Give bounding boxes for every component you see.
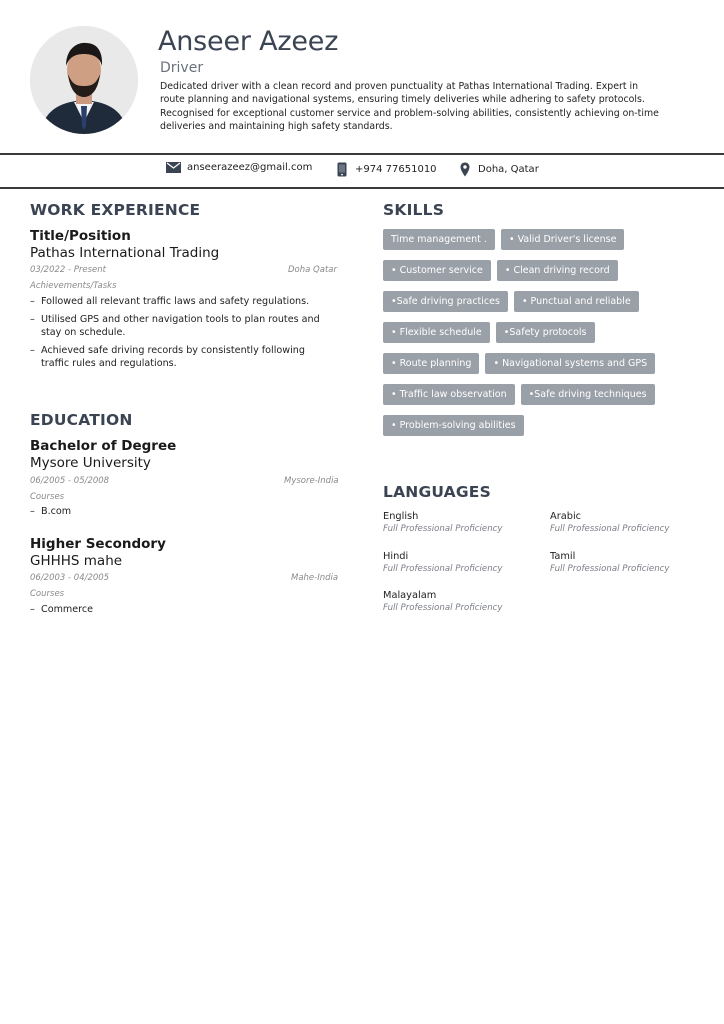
person-avatar-icon bbox=[30, 26, 138, 134]
language-name: Hindi bbox=[383, 551, 409, 562]
language-level: Full Professional Proficiency bbox=[550, 564, 670, 574]
language-level: Full Professional Proficiency bbox=[550, 524, 670, 534]
skill-chip: • Navigational systems and GPS bbox=[485, 353, 655, 374]
language-level: Full Professional Proficiency bbox=[383, 524, 503, 534]
skill-chip: • Traffic law observation bbox=[383, 384, 515, 405]
list-item: – B.com bbox=[30, 505, 330, 518]
list-item: – Commerce bbox=[30, 603, 330, 616]
skill-chip: •Safety protocols bbox=[496, 322, 595, 343]
skill-chip: • Punctual and reliable bbox=[514, 291, 639, 312]
job-position: Title/Position bbox=[30, 228, 131, 244]
courses-list bbox=[30, 505, 330, 523]
job-dates: 03/2022 - Present bbox=[30, 265, 107, 275]
education-location: Mysore-India bbox=[284, 476, 339, 486]
skill-chip: • Problem-solving abilities bbox=[383, 415, 524, 436]
contact-bar bbox=[0, 162, 724, 182]
education-dates: 06/2003 - 04/2005 bbox=[30, 573, 110, 583]
language-level: Full Professional Proficiency bbox=[383, 564, 503, 574]
language-item bbox=[550, 551, 669, 574]
email-text: anseerazeez@gmail.com bbox=[187, 162, 313, 173]
education-degree: Higher Secondory bbox=[30, 536, 166, 552]
language-name: Arabic bbox=[550, 511, 582, 522]
envelope-icon bbox=[166, 162, 181, 173]
language-item bbox=[383, 551, 502, 574]
phone-icon bbox=[337, 162, 347, 177]
skills-heading: SKILLS bbox=[383, 201, 445, 219]
courses-label: Courses bbox=[30, 589, 65, 599]
education-school: Mysore University bbox=[30, 455, 151, 471]
profile-summary: Dedicated driver with a clean record and proven punctuality at Pathas International Trading. Expert in route planning and navigational systems, ensuring timely deliveries while adhering to safety protocols. Recognised for exceptional customer service and problem-solving abilities, consistently achieving on-time deliveries and maintaining high safety standards. bbox=[160, 81, 659, 133]
contact-location bbox=[460, 162, 539, 177]
phone-text: +974 77651010 bbox=[355, 164, 437, 175]
skill-chip: • Clean driving record bbox=[497, 260, 618, 281]
skill-chip: Time management . bbox=[383, 229, 495, 250]
language-item bbox=[383, 590, 502, 613]
skill-chip: •Safe driving techniques bbox=[521, 384, 655, 405]
education-dates: 06/2005 - 05/2008 bbox=[30, 476, 110, 486]
education-location: Mahe-India bbox=[291, 573, 339, 583]
job-tasks-list bbox=[30, 295, 330, 375]
divider-bottom bbox=[0, 187, 724, 189]
language-name: English bbox=[383, 511, 419, 522]
list-item: – Followed all relevant traffic laws and safety regulations. bbox=[30, 295, 330, 308]
candidate-name: Anseer Azeez bbox=[158, 26, 339, 57]
skill-chip: • Customer service bbox=[383, 260, 491, 281]
list-item: – Utilised GPS and other navigation tools to plan routes and stay on schedule. bbox=[30, 313, 330, 339]
tasks-label: Achievements/Tasks bbox=[30, 281, 117, 291]
courses-label: Courses bbox=[30, 492, 65, 502]
divider-top bbox=[0, 153, 724, 155]
skill-chip: • Route planning bbox=[383, 353, 479, 374]
language-item bbox=[550, 511, 669, 534]
job-company: Pathas International Trading bbox=[30, 245, 220, 261]
skills-list bbox=[383, 229, 683, 446]
contact-email[interactable] bbox=[166, 162, 312, 173]
job-location: Doha Qatar bbox=[288, 265, 337, 275]
education-heading: EDUCATION bbox=[30, 411, 133, 429]
language-level: Full Professional Proficiency bbox=[383, 603, 503, 613]
list-item: – Achieved safe driving records by consistently following traffic rules and regulations. bbox=[30, 344, 330, 370]
courses-list bbox=[30, 603, 330, 621]
skill-chip: • Flexible schedule bbox=[383, 322, 490, 343]
work-experience-heading: WORK EXPERIENCE bbox=[30, 201, 201, 219]
language-item bbox=[383, 511, 502, 534]
location-pin-icon bbox=[460, 162, 470, 177]
profile-photo bbox=[30, 26, 138, 134]
skill-chip: •Safe driving practices bbox=[383, 291, 508, 312]
languages-heading: LANGUAGES bbox=[383, 483, 491, 501]
candidate-role: Driver bbox=[160, 60, 204, 76]
language-name: Malayalam bbox=[383, 590, 437, 601]
language-name: Tamil bbox=[550, 551, 576, 562]
skill-chip: • Valid Driver's license bbox=[501, 229, 625, 250]
education-school: GHHHS mahe bbox=[30, 553, 123, 569]
education-degree: Bachelor of Degree bbox=[30, 438, 177, 454]
contact-phone[interactable] bbox=[337, 162, 437, 177]
location-text: Doha, Qatar bbox=[478, 164, 539, 175]
